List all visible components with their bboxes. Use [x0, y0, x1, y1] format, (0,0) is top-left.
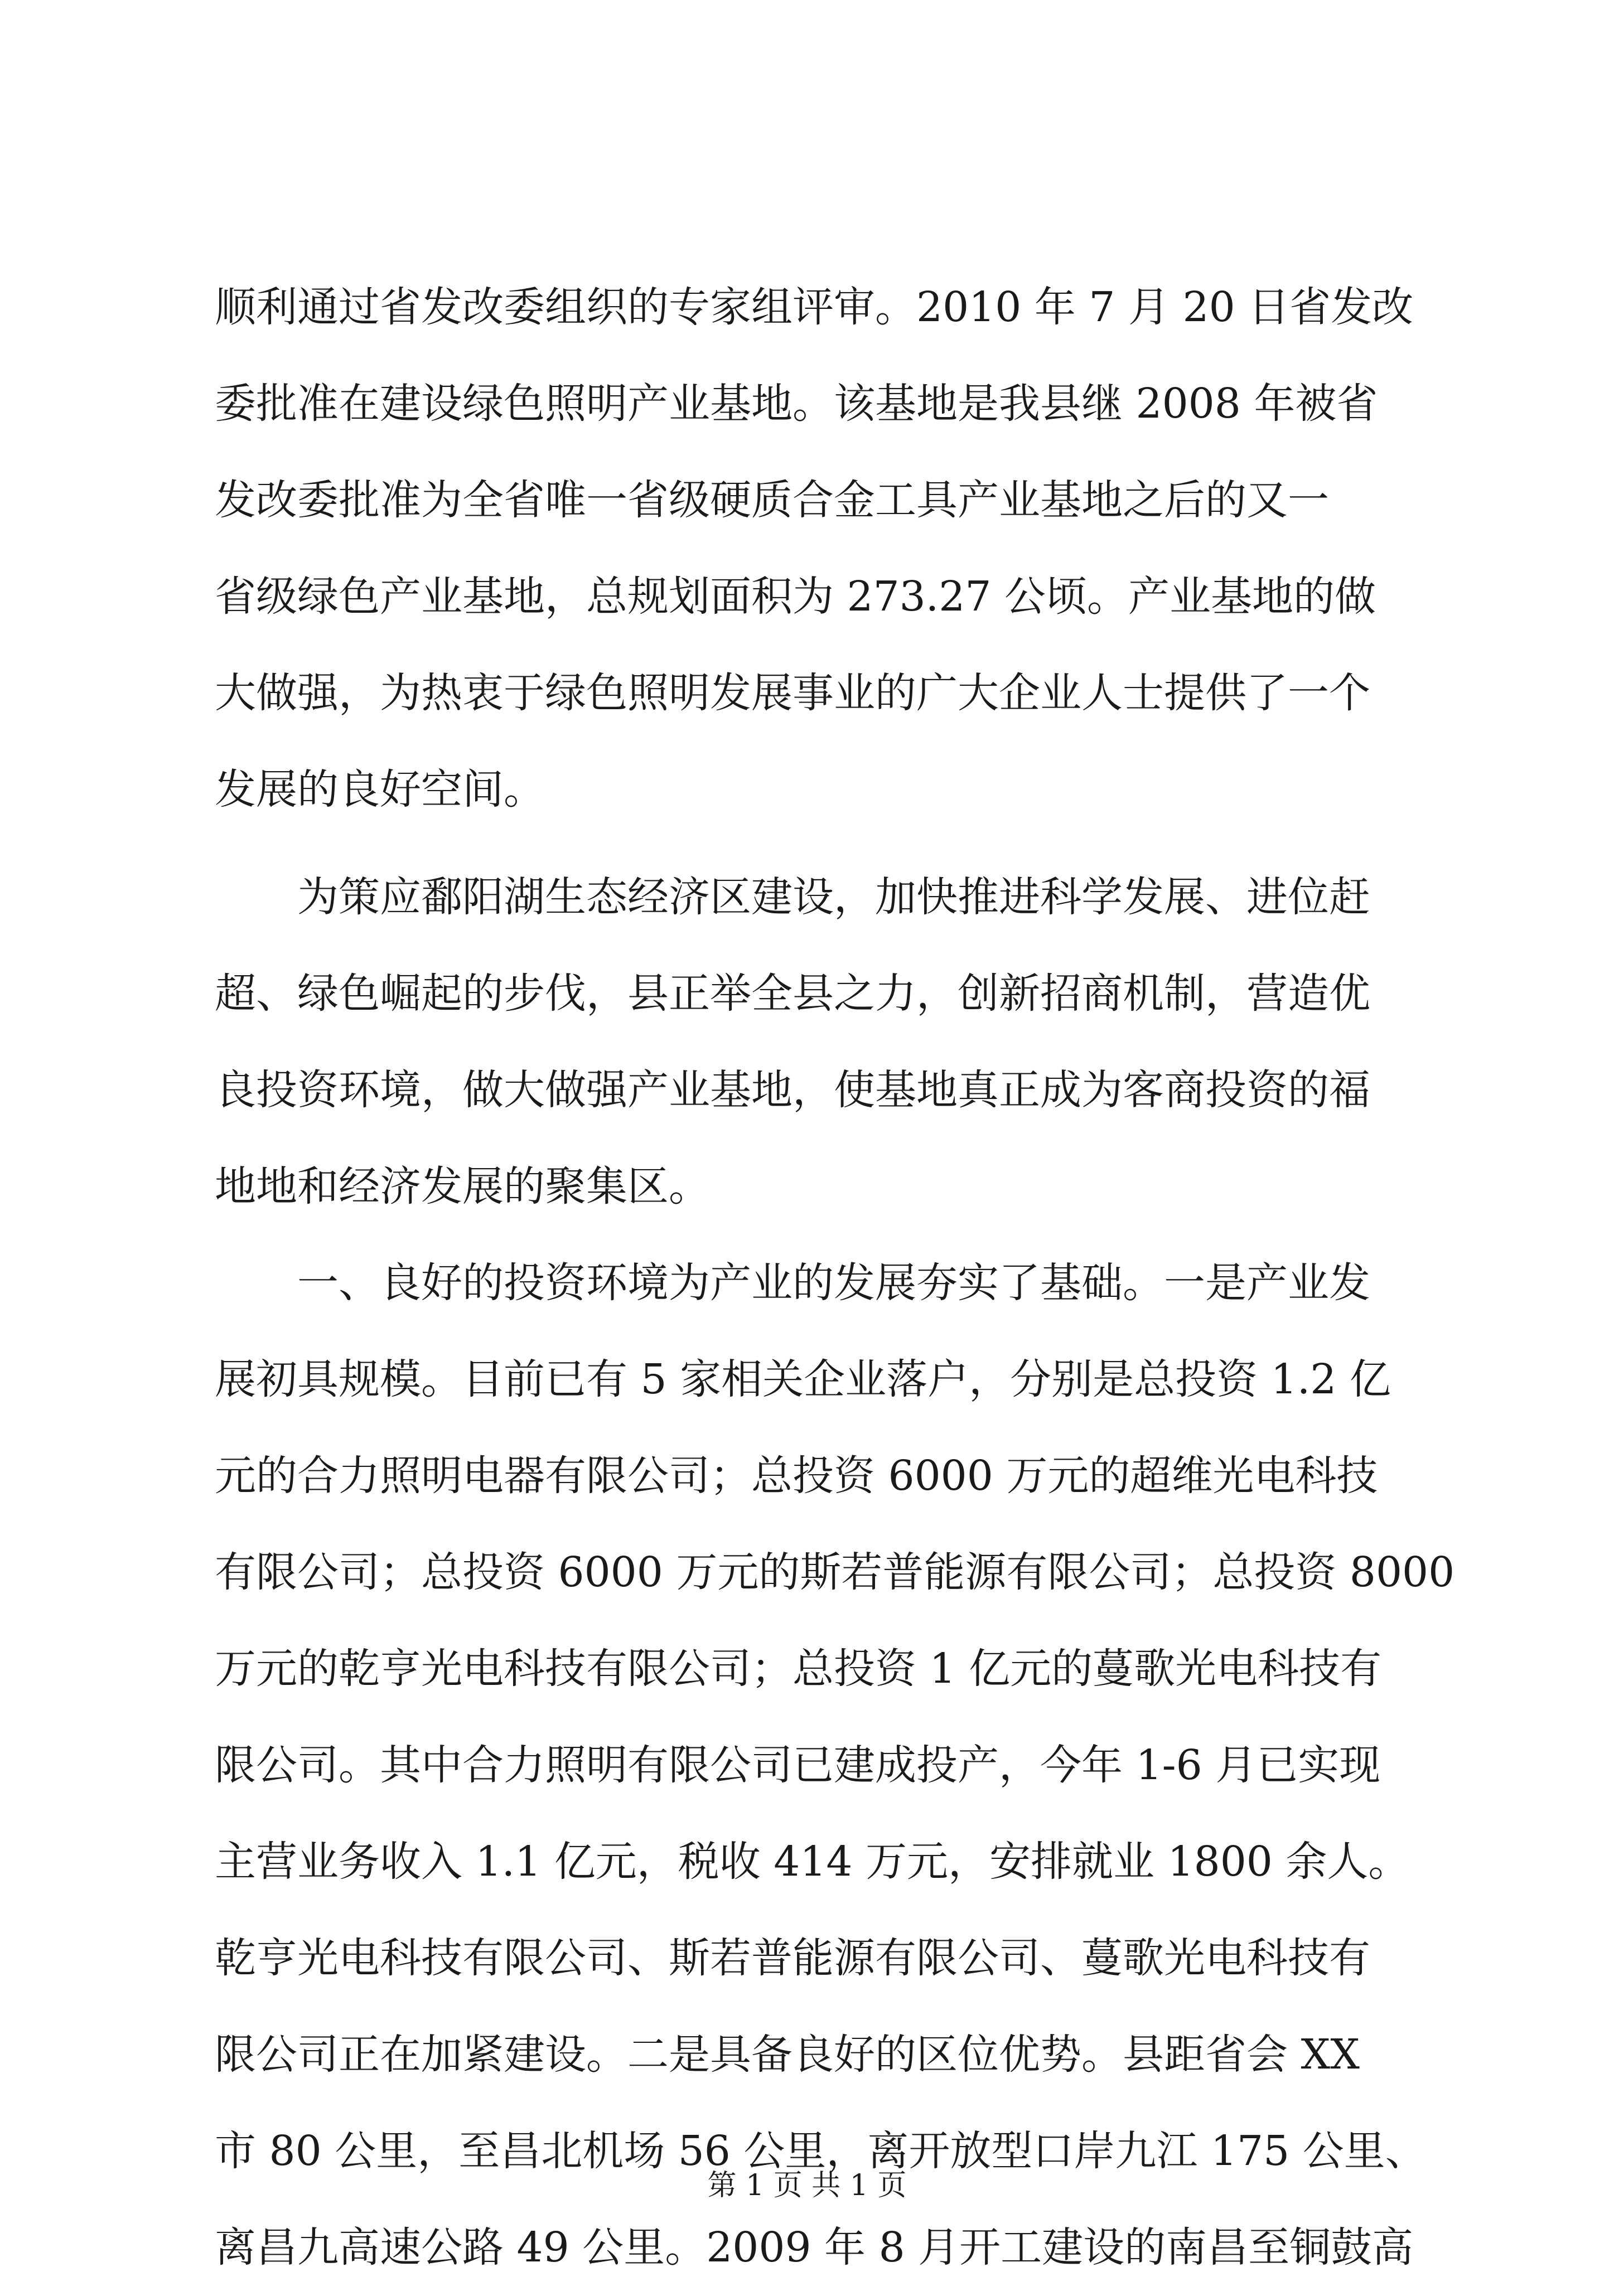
text-line: 限公司正在加紧建设。二是具备良好的区位优势。县距省会 XX	[215, 2031, 1360, 2079]
text-line: 发展的良好空间。	[215, 766, 545, 813]
text-line: 限公司。其中合力照明有限公司已建成投产，今年 1-6 月已实现	[215, 1741, 1381, 1789]
text-line: 发改委批准为全省唯一省级硬质合金工具产业基地之后的又一	[215, 476, 1329, 524]
text-line: 元的合力照明电器有限公司；总投资 6000 万元的超维光电科技	[215, 1452, 1378, 1500]
body-text	[215, 259, 1455, 2296]
text-line: 有限公司；总投资 6000 万元的斯若普能源有限公司；总投资 8000	[215, 1548, 1455, 1596]
text-line: 省级绿色产业基地，总规划面积为 273.27 公顷。产业基地的做	[215, 573, 1376, 621]
text-line: 超、绿色崛起的步伐，县正举全县之力，创新招商机制，营造优	[215, 970, 1370, 1018]
text-line: 顺利通过省发改委组织的专家组评审。2010 年 7 月 20 日省发改	[215, 283, 1414, 331]
paragraph-start-line: 一、良好的投资环境为产业的发展夯实了基础。一是产业发	[297, 1259, 1370, 1307]
paragraph-start-line: 为策应鄱阳湖生态经济区建设，加快推进科学发展、进位赶	[297, 873, 1370, 921]
text-line: 展初具规模。目前已有 5 家相关企业落户，分别是总投资 1.2 亿	[215, 1355, 1391, 1403]
text-line: 市 80 公里，至昌北机场 56 公里，离开放型口岸九江 175 公里、	[215, 2127, 1427, 2175]
text-line: 地地和经济发展的聚集区。	[215, 1162, 710, 1210]
text-line: 主营业务收入 1.1 亿元，税收 414 万元，安排就业 1800 余人。	[215, 1838, 1410, 1886]
text-line: 委批准在建设绿色照明产业基地。该基地是我县继 2008 年被省	[215, 380, 1378, 428]
text-line: 良投资环境，做大做强产业基地，使基地真正成为客商投资的福	[215, 1066, 1370, 1114]
text-line: 万元的乾亨光电科技有限公司；总投资 1 亿元的蔓歌光电科技有	[215, 1645, 1382, 1693]
text-line: 离昌九高速公路 49 公里。2009 年 8 月开工建设的南昌至铜鼓高	[215, 2224, 1414, 2271]
text-line: 乾亨光电科技有限公司、斯若普能源有限公司、蔓歌光电科技有	[215, 1934, 1370, 1982]
page-footer: 第 1 页 共 1 页	[707, 2169, 907, 2202]
text-line: 大做强，为热衷于绿色照明发展事业的广大企业人士提供了一个	[215, 669, 1370, 717]
